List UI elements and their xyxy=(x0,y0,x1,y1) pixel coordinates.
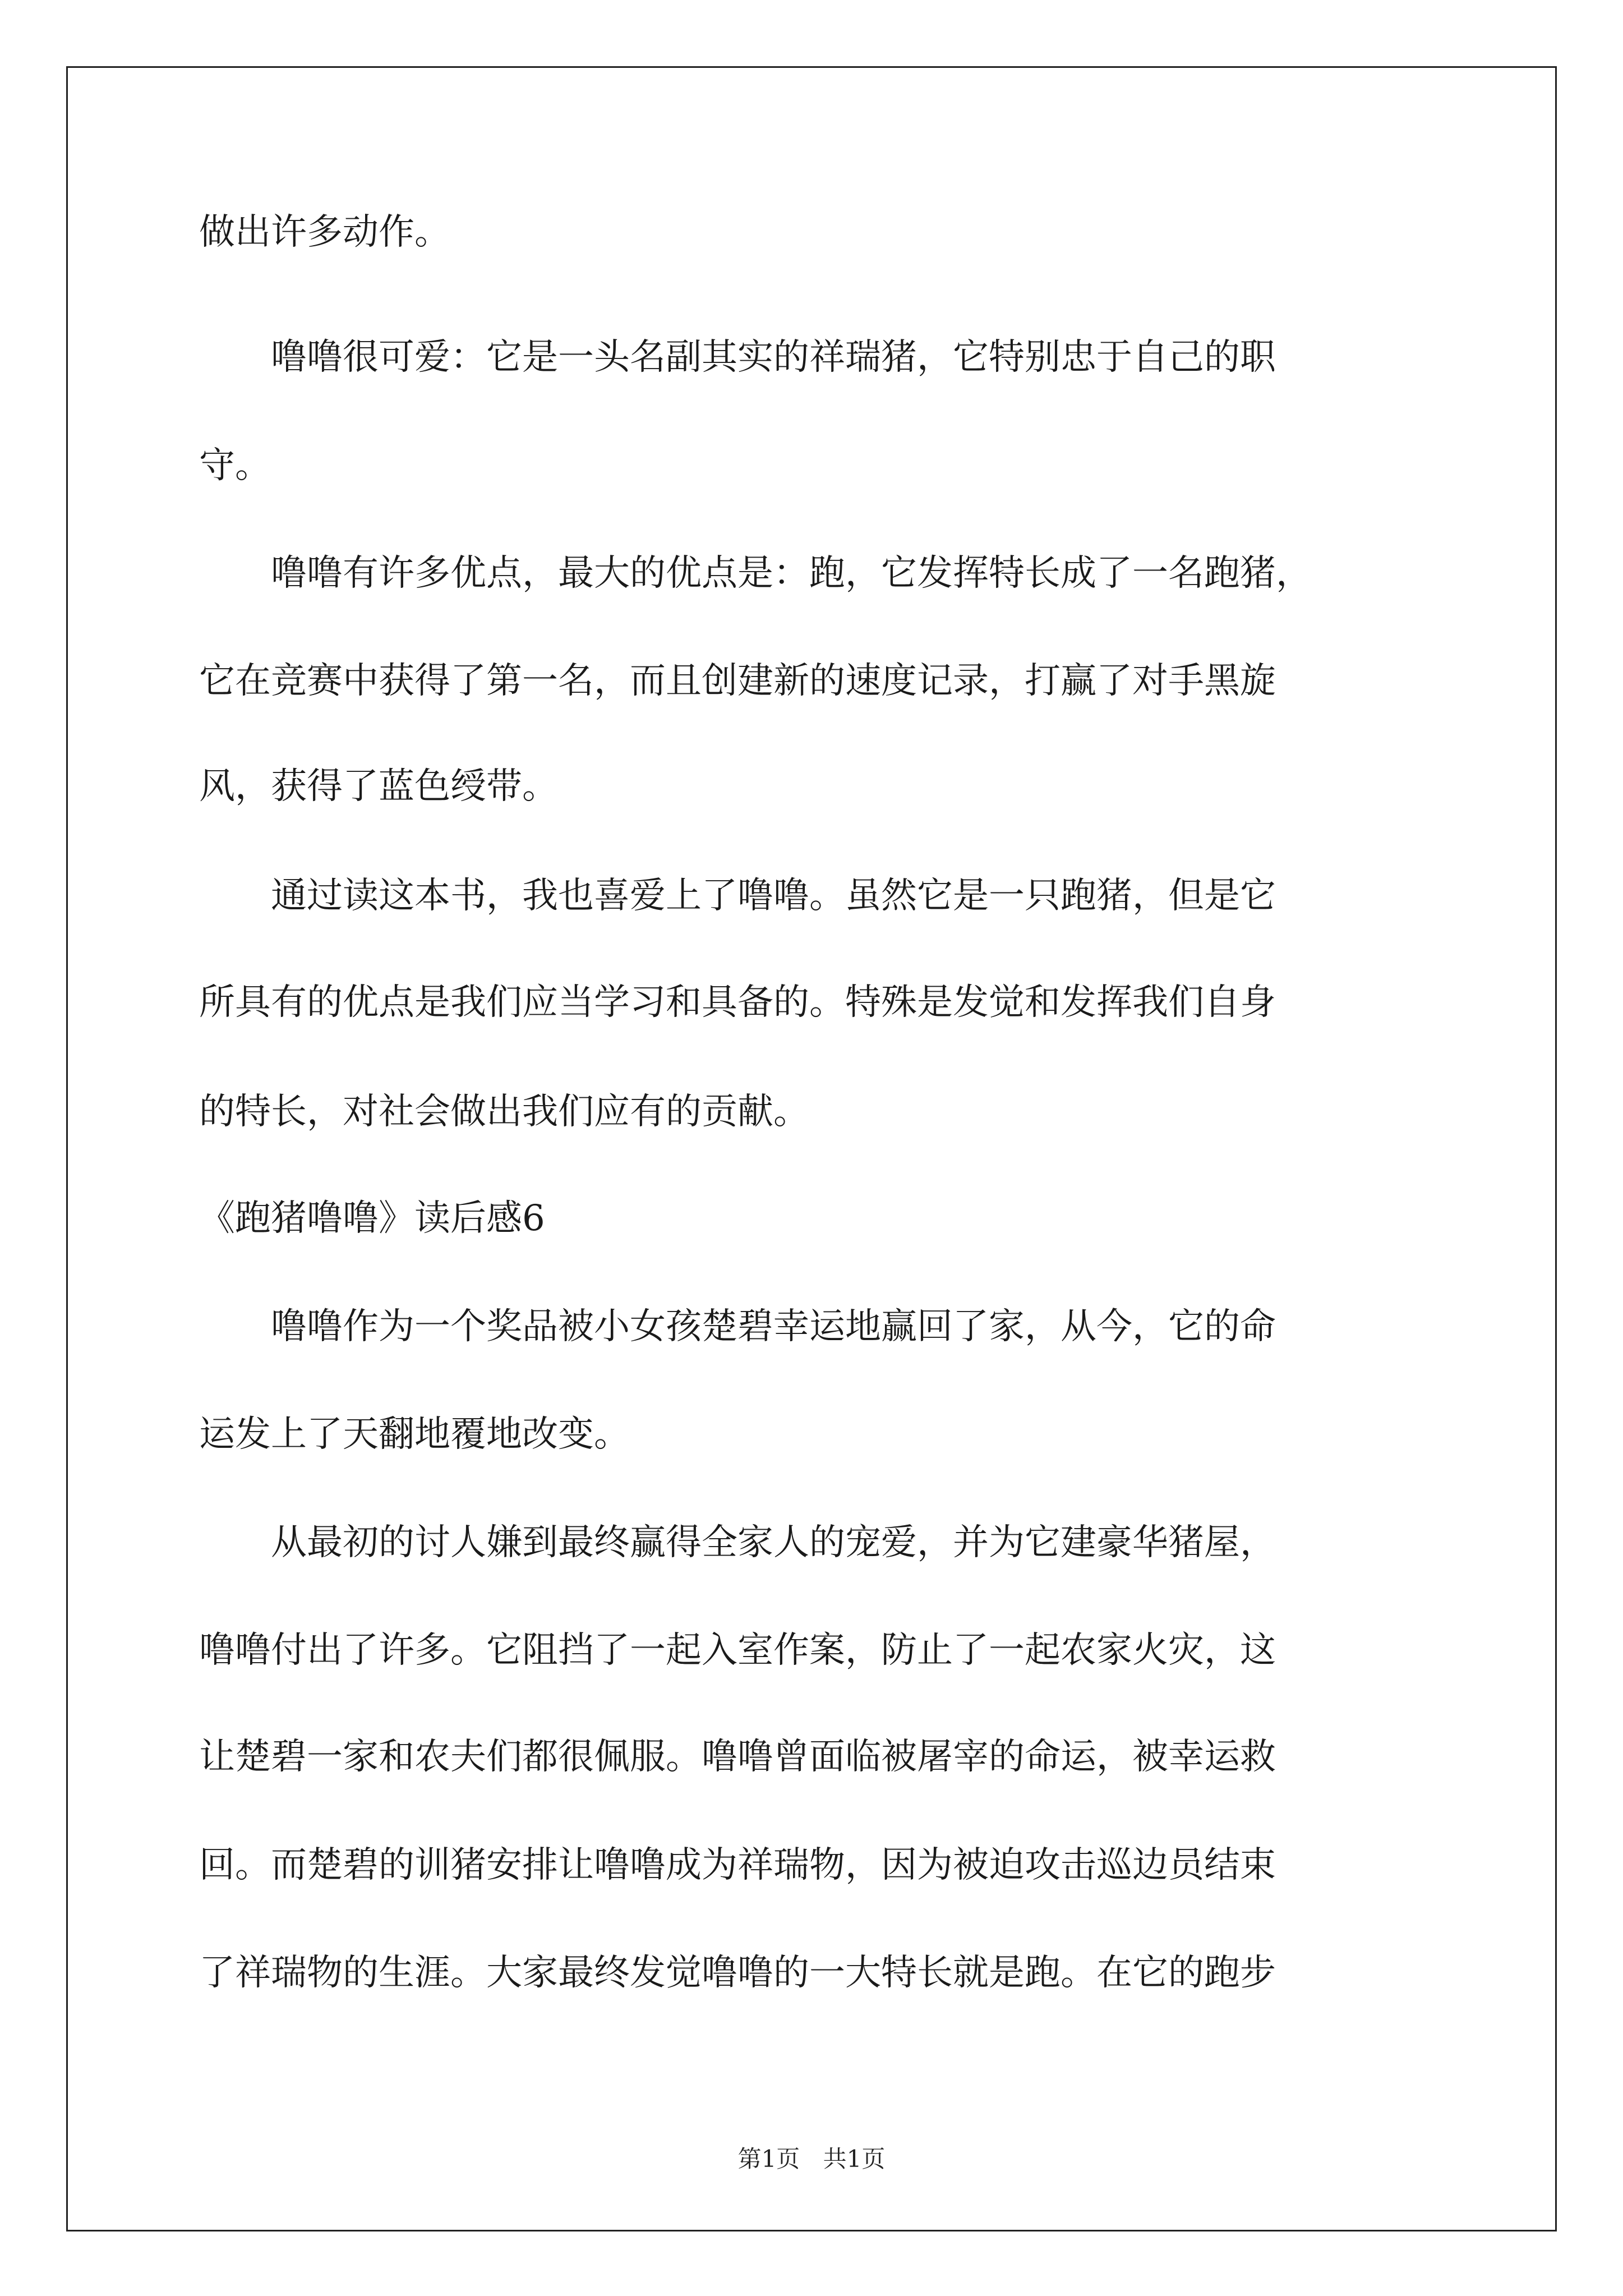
text-line: 噜噜作为一个奖品被小女孩楚碧幸运地赢回了家，从今，它的命 xyxy=(199,1306,1276,1347)
text-line: 通过读这本书，我也喜爱上了噜噜。虽然它是一只跑猪，但是它 xyxy=(199,875,1276,917)
text-line: 从最初的讨人嫌到最终赢得全家人的宠爱，并为它建豪华猪屋， xyxy=(199,1522,1276,1563)
text-line: 噜噜有许多优点，最大的优点是：跑，它发挥特长成了一名跑猪， xyxy=(199,553,1312,594)
text-line: 回。而楚碧的训猪安排让噜噜成为祥瑞物，因为被迫攻击巡边员结束 xyxy=(199,1844,1276,1886)
section-heading: 《跑猪噜噜》读后感6 xyxy=(199,1198,545,1239)
text-line: 它在竞赛中获得了第一名，而且创建新的速度记录，打赢了对手黑旋 xyxy=(199,660,1276,702)
page-total: 共1页 xyxy=(823,2145,886,2173)
text-line: 噜噜付出了许多。它阻挡了一起入室作案，防止了一起农家火灾，这 xyxy=(199,1630,1276,1671)
page-number: 第1页 xyxy=(737,2145,800,2173)
text-line: 让楚碧一家和农夫们都很佩服。噜噜曾面临被屠宰的命运，被幸运救 xyxy=(199,1736,1276,1778)
page-border xyxy=(66,66,1557,2231)
text-line: 运发上了天翻地覆地改变。 xyxy=(199,1414,630,1455)
text-line: 风，获得了蓝色绶带。 xyxy=(199,766,558,807)
text-line: 所具有的优点是我们应当学习和具备的。特殊是发觉和发挥我们自身 xyxy=(199,982,1276,1023)
text-line: 的特长，对社会做出我们应有的贡献。 xyxy=(199,1091,809,1133)
text-line: 噜噜很可爱：它是一头名副其实的祥瑞猪，它特别忠于自己的职 xyxy=(199,337,1276,378)
text-line: 做出许多动作。 xyxy=(199,211,450,253)
text-line: 守。 xyxy=(199,445,271,486)
page-footer xyxy=(0,2147,1623,2171)
text-line: 了祥瑞物的生涯。大家最终发觉噜噜的一大特长就是跑。在它的跑步 xyxy=(199,1952,1276,1994)
